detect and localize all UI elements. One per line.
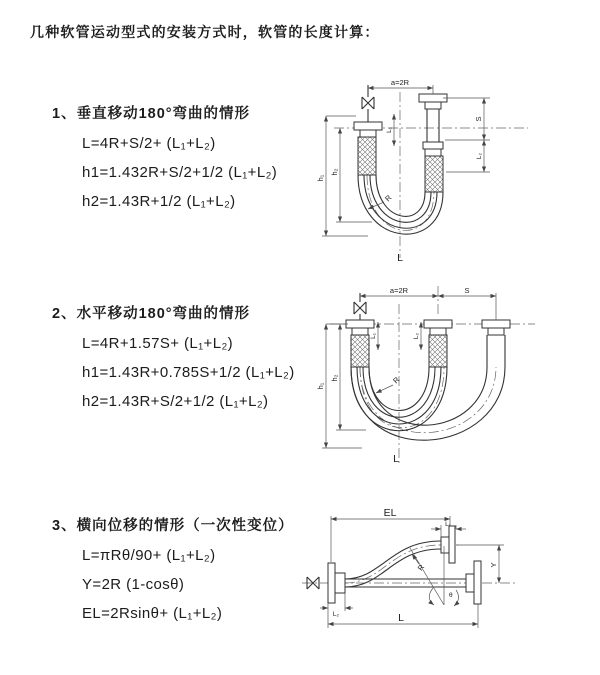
braided-hose-section [351,335,369,367]
radius-leader [376,385,393,393]
dim-label-s: S [464,286,470,295]
dim-label-s: S [474,116,483,122]
diagram-lateral-offset [298,502,600,657]
length-label: L [398,612,404,624]
braided-hose-section [425,156,443,192]
dim-label-el: EL [383,507,397,519]
hose-assembly [307,526,481,606]
length-label: L [393,453,399,465]
formula-line: L=πRθ/90+ (L₁+L₂) [82,547,216,564]
dim-label-l2: L₂ [332,611,340,618]
formula-line: h2=1.43R+1/2 (L₁+L₂) [82,193,236,210]
section-vertical-bend [52,102,277,210]
dim-label-width: a=2R [390,78,410,87]
diagram-vertical-180-bend [310,72,592,264]
dim-label-y: Y [489,562,498,568]
dim-label-h2: h₂ [330,168,339,176]
dim-label-l2: L₂ [413,332,420,340]
section-2-heading: 2、水平移动180°弯曲的情形 [52,306,251,322]
radius-label: R [415,562,427,573]
dim-label-l1: L₁ [445,521,451,528]
formula-line: L=4R+1.57S+ (L₁+L₂) [82,335,234,352]
braided-hose-section [358,137,376,175]
formula-line: h2=1.43R+S/2+1/2 (L₁+L₂) [82,393,269,410]
dimension-lines [322,293,496,448]
dim-label-l1: L₁ [386,127,393,133]
left-flange-fitting [328,563,345,603]
angle-label: θ [449,592,453,599]
displaced-flange-fitting [441,526,455,563]
displaced-end-fitting [482,320,510,367]
valve-icon [354,293,366,320]
formula-line: L=4R+S/2+ (L₁+L₂) [82,135,216,152]
braided-hose-section [429,335,447,367]
dim-label-h2: h₂ [330,374,339,382]
section-lateral-offset [52,514,294,622]
right-end-fitting [419,94,447,192]
s-curve-hose [345,541,441,587]
hose-assembly [354,85,447,234]
formula-line: EL=2Rsinθ+ (L₁+L₂) [82,605,223,622]
length-label: L [397,252,403,264]
page-title: 几种软管运动型式的安装方式时，软管的长度计算： [30,24,380,40]
valve-icon [362,85,374,122]
left-end-fitting [354,122,382,175]
dim-label-h1: h₁ [316,174,325,182]
radius-label: R [391,375,402,386]
formula-line: Y=2R (1-cosθ) [82,576,185,593]
section-3-heading: 3、横向位移的情形（一次性变位） [52,518,294,534]
dimension-lines [322,85,490,236]
u-bend-arcs [351,367,505,440]
formula-line: h1=1.43R+0.785S+1/2 (L₁+L₂) [82,364,295,381]
section-horizontal-bend [52,302,295,410]
middle-end-fitting [424,320,452,367]
left-end-fitting [346,320,374,367]
hose-assembly [346,293,510,440]
dim-label-l2: L₂ [476,152,483,160]
radius-label: R [383,193,394,204]
formula-line: h1=1.432R+S/2+1/2 (L₁+L₂) [82,164,278,181]
diagram-horizontal-180-bend [310,282,592,474]
section-1-heading: 1、垂直移动180°弯曲的情形 [52,106,251,122]
dim-label-h1: h₁ [316,382,325,390]
dim-label-width: a=2R [389,286,409,295]
dim-label-l1: L₁ [370,333,377,339]
